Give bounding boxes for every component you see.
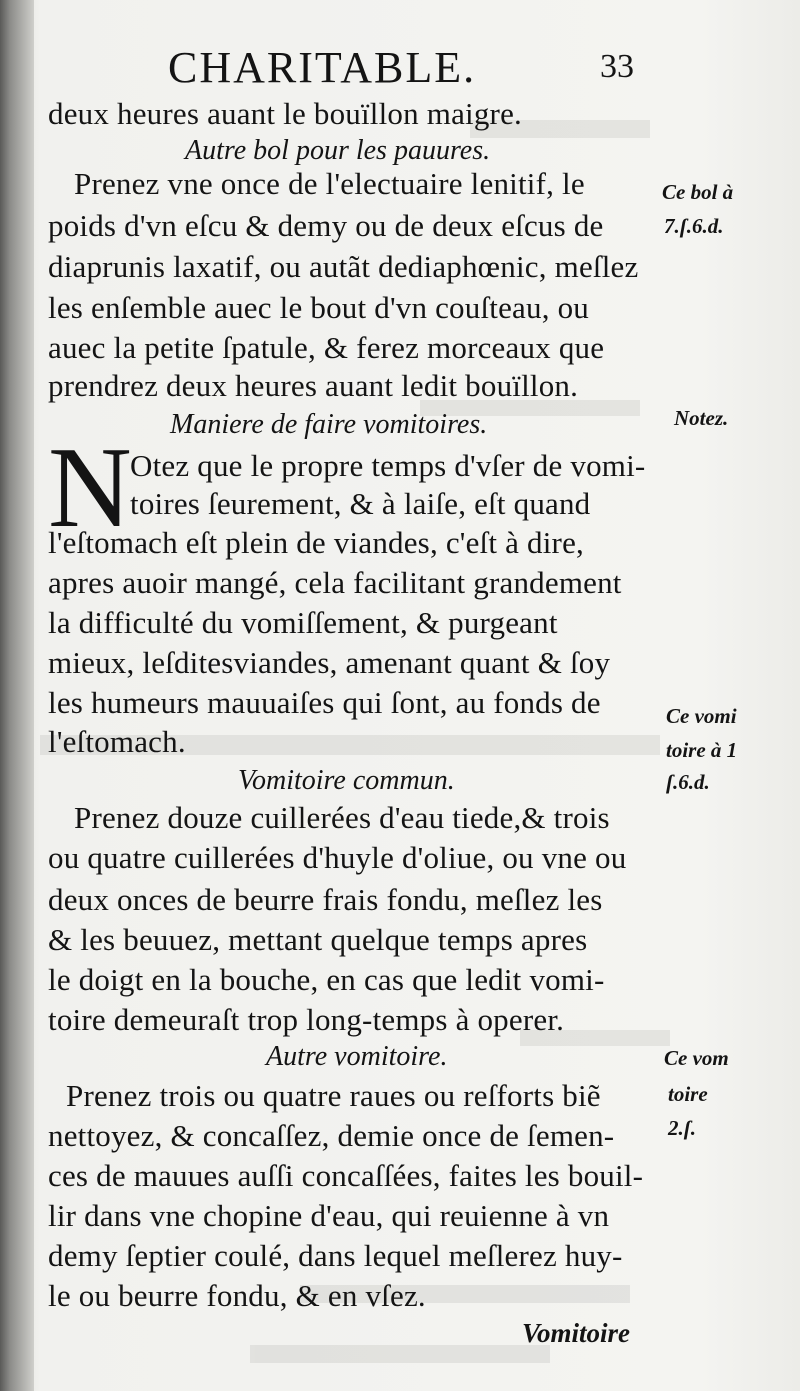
section-heading: Autre bol pour les pauures. [185, 135, 491, 166]
text-line: lir dans vne chopine d'eau, qui reuienne à vn [48, 1198, 610, 1233]
catchword: Vomitoire [522, 1318, 631, 1348]
margin-note: 7.ſ.6.d. [664, 214, 724, 238]
margin-note: Ce vomi [666, 704, 737, 728]
text-line: Prenez vne once de l'electuaire lenitif, le [74, 166, 585, 201]
margin-note: Notez. [674, 406, 729, 430]
page-number: 33 [600, 48, 634, 85]
text-line: l'eſtomach. [48, 724, 186, 759]
drop-capital: N [48, 424, 132, 552]
text-line: diaprunis laxatif, ou autãt dediaphœnic, meſlez [48, 249, 639, 284]
text-line: poids d'vn eſcu & demy ou de deux eſcus de [48, 208, 604, 243]
text-line: nettoyez, & concaſſez, demie once de ſemen- [48, 1118, 615, 1153]
text-line: ou quatre cuillerées d'huyle d'oliue, ou vne ou [48, 840, 627, 875]
text-line: les humeurs mauuaiſes qui ſont, au fonds de [48, 685, 601, 720]
margin-note: toire [668, 1082, 708, 1106]
page-header [0, 36, 800, 96]
running-title: CHARITABLE. [168, 43, 477, 92]
margin-note: ſ.6.d. [666, 770, 710, 794]
text-line: Otez que le propre temps d'vſer de vomi- [130, 448, 646, 483]
text-line: auec la petite ſpatule, & ferez morceaux que [48, 330, 605, 365]
text-line: la difficulté du vomiſſement, & purgeant [48, 605, 558, 640]
text-line: deux heures auant le bouïllon maigre. [48, 96, 522, 131]
text-line: ces de mauues auſſi concaſſées, faites les bouil- [48, 1158, 644, 1193]
page-gutter-shadow [0, 0, 34, 1391]
margin-note: Ce vom [664, 1046, 729, 1070]
margin-note: 2.ſ. [668, 1116, 696, 1140]
text-line: demy ſeptier coulé, dans lequel meſlerez huy- [48, 1238, 623, 1273]
text-line: & les beuuez, mettant quelque temps apres [48, 922, 588, 957]
text-line: le ou beurre fondu, & en vſez. [48, 1278, 426, 1313]
margin-note: toire à 1 [666, 738, 738, 762]
section-heading: Vomitoire commun. [238, 765, 455, 796]
text-line: Prenez douze cuillerées d'eau tiede,& trois [74, 800, 610, 835]
section-heading: Maniere de faire vomitoires. [170, 409, 488, 440]
text-line: deux onces de beurre frais fondu, meſlez les [48, 882, 603, 917]
text-line: l'eſtomach eſt plein de viandes, c'eſt à dire, [48, 525, 584, 560]
text-line: toire demeuraſt trop long-temps à operer. [48, 1002, 565, 1037]
text-line: mieux, leſditesviandes, amenant quant & ſoy [48, 645, 611, 680]
text-line: prendrez deux heures auant ledit bouïllon. [48, 368, 579, 403]
margin-note: Ce bol à [662, 180, 734, 204]
text-line: toires ſeurement, & à laiſe, eſt quand [130, 486, 591, 521]
text-line: Prenez trois ou quatre raues ou reſforts biẽ [66, 1078, 601, 1113]
text-line: les enſemble auec le bout d'vn couſteau, ou [48, 290, 590, 325]
section-heading: Autre vomitoire. [266, 1041, 448, 1072]
text-line: le doigt en la bouche, en cas que ledit vomi- [48, 962, 605, 997]
text-line: apres auoir mangé, cela facilitant grandement [48, 565, 622, 600]
